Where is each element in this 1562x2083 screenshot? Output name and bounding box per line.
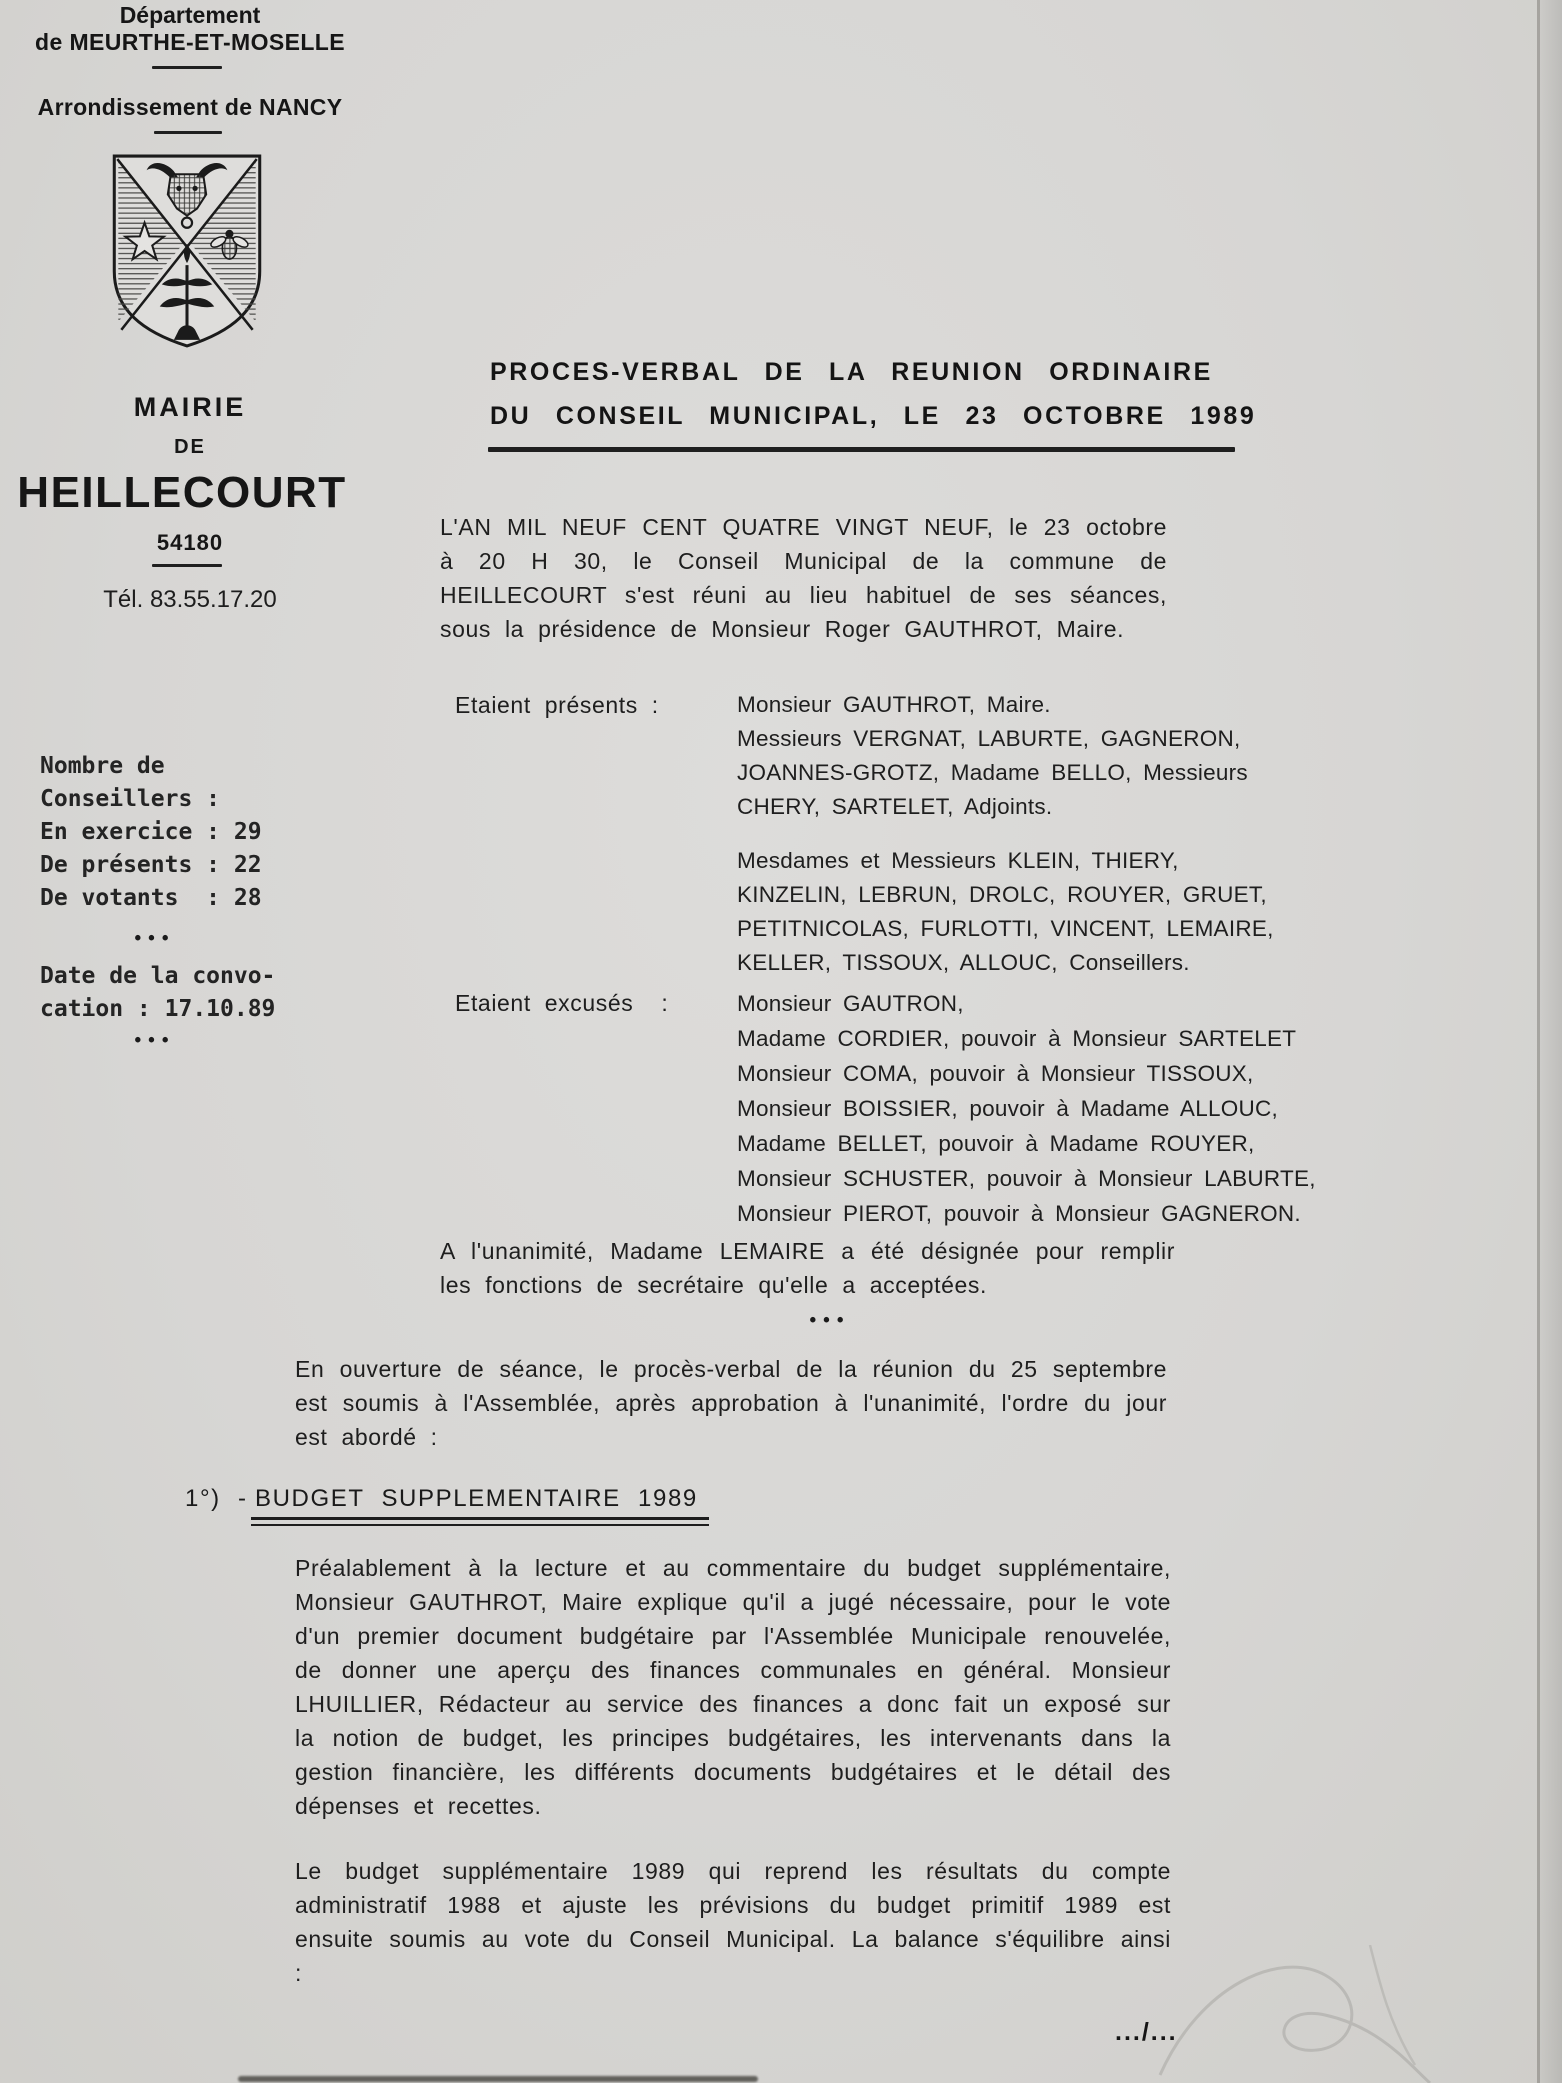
letterhead-rule-3 [152, 564, 222, 567]
title-rule [488, 447, 1235, 452]
letterhead-rule-1 [152, 66, 222, 69]
presents-line: CHERY, SARTELET, Adjoints. [737, 794, 1053, 819]
opening-paragraph: En ouverture de séance, le procès-verbal de la réunion du 25 septembre est soumis à l'Assemblée, après approbation à l'unanimité, l'ordre du jour est abordé : [295, 1356, 1167, 1450]
counters-separator: ••• [134, 1030, 176, 1051]
counters-line: En exercice : 29 [40, 819, 262, 845]
coat-of-arms-icon [106, 150, 268, 357]
letterhead-rule-2 [154, 131, 222, 134]
counters-block [40, 750, 300, 1052]
postal-code: 54180 [156, 530, 224, 555]
excuses-line: Monsieur GAUTRON, [737, 991, 964, 1016]
counters-separator: ••• [134, 928, 176, 949]
presents-line: KINZELIN, LEBRUN, DROLC, ROUYER, GRUET, [737, 882, 1267, 907]
mairie-label: MAIRIE [133, 392, 247, 422]
counters-line: De votants : 28 [40, 885, 262, 911]
document-title-line1: PROCES-VERBAL DE LA REUNION ORDINAIRE [490, 358, 1213, 386]
department-line2: de MEURTHE-ET-MOSELLE [35, 29, 345, 55]
document-title-line2: DU CONSEIL MUNICIPAL, LE 23 OCTOBRE 1989 [490, 402, 1257, 430]
convocation-line: Date de la convo- [40, 963, 276, 989]
presents-group1 [737, 688, 1248, 824]
excuses-line: Madame BELLET, pouvoir à Madame ROUYER, [737, 1131, 1255, 1156]
excuses-line: Madame CORDIER, pouvoir à Monsieur SARTELET [737, 1026, 1297, 1051]
secretary-paragraph: A l'unanimité, Madame LEMAIRE a été désignée pour remplir les fonctions de secrétaire qu'elle a acceptées. [440, 1238, 1175, 1298]
pencil-scribble [1130, 1945, 1530, 2083]
section1-heading-underline [251, 1517, 709, 1526]
presents-line: PETITNICOLAS, FURLOTTI, VINCENT, LEMAIRE, [737, 916, 1274, 941]
section1-paragraph1: Préalablement à la lecture et au commentaire du budget supplémentaire, Monsieur GAUTHROT, Maire explique qu'il a jugé nécessaire, pour le vote d'un premier document budgétaire par l'Assemblée Municipale renouvelée, de donner une aperçu des finances communales en général. Monsieur LHUILLIER, Rédacteur au service des finances a donc fait un exposé sur la notion de budget, les principes budgétaires, les intervenants dans la gestion financière, les différents documents budgétaires et le détail des dépenses et recettes. [295, 1555, 1171, 1819]
intro-paragraph: L'AN MIL NEUF CENT QUATRE VINGT NEUF, le 23 octobre à 20 H 30, le Conseil Municipal de la commune de HEILLECOURT s'est réuni au lieu habituel de ses séances, sous la présidence de Monsieur Roger GAUTHROT, Maire. [440, 514, 1167, 642]
presents-line: JOANNES-GROTZ, Madame BELLO, Messieurs [737, 760, 1248, 785]
presents-line: KELLER, TISSOUX, ALLOUC, Conseillers. [737, 950, 1190, 975]
section-separator: ••• [809, 1310, 851, 1331]
commune-name: HEILLECOURT [17, 468, 347, 517]
scan-bottom-smudge [238, 2076, 758, 2082]
counters-line: Conseillers : [40, 786, 221, 812]
excuses-label: Etaient excusés : [455, 990, 683, 1016]
department-line1: Département [119, 2, 261, 28]
excuses-line: Monsieur SCHUSTER, pouvoir à Monsieur LABURTE, [737, 1166, 1316, 1191]
excuses-line: Monsieur COMA, pouvoir à Monsieur TISSOUX, [737, 1061, 1254, 1086]
excuses-line: Monsieur PIEROT, pouvoir à Monsieur GAGNERON. [737, 1201, 1301, 1226]
convocation-line: cation : 17.10.89 [40, 996, 276, 1022]
excuses-line: Monsieur BOISSIER, pouvoir à Madame ALLOUC, [737, 1096, 1278, 1121]
presents-line: Mesdames et Messieurs KLEIN, THIERY, [737, 848, 1179, 873]
presents-line: Monsieur GAUTHROT, Maire. [737, 692, 1051, 717]
continuation-mark: .../... [1115, 2018, 1178, 2046]
counters-line: De présents : 22 [40, 852, 262, 878]
section1-heading: BUDGET SUPPLEMENTAIRE 1989 [255, 1485, 698, 1512]
excuses-block [737, 986, 1316, 1231]
section1-number: 1°) - [185, 1485, 248, 1512]
arrondissement-line: Arrondissement de NANCY [37, 94, 343, 120]
presents-line: Messieurs VERGNAT, LABURTE, GAGNERON, [737, 726, 1241, 751]
phone-number: Tél. 83.55.17.20 [103, 586, 277, 613]
mairie-de-label: DE [174, 436, 206, 458]
page-edge-shade [1540, 0, 1562, 2083]
counters-line: Nombre de [40, 753, 165, 779]
section1-paragraph2: Le budget supplémentaire 1989 qui reprend les résultats du compte administratif 1988 et ajuste les prévisions du budget primitif 1989 est ensuite soumis au vote du Conseil Municipal. La balance s'équilibre ainsi : [295, 1858, 1171, 1986]
presents-group2 [737, 844, 1274, 980]
presents-label: Etaient présents : [455, 692, 673, 718]
